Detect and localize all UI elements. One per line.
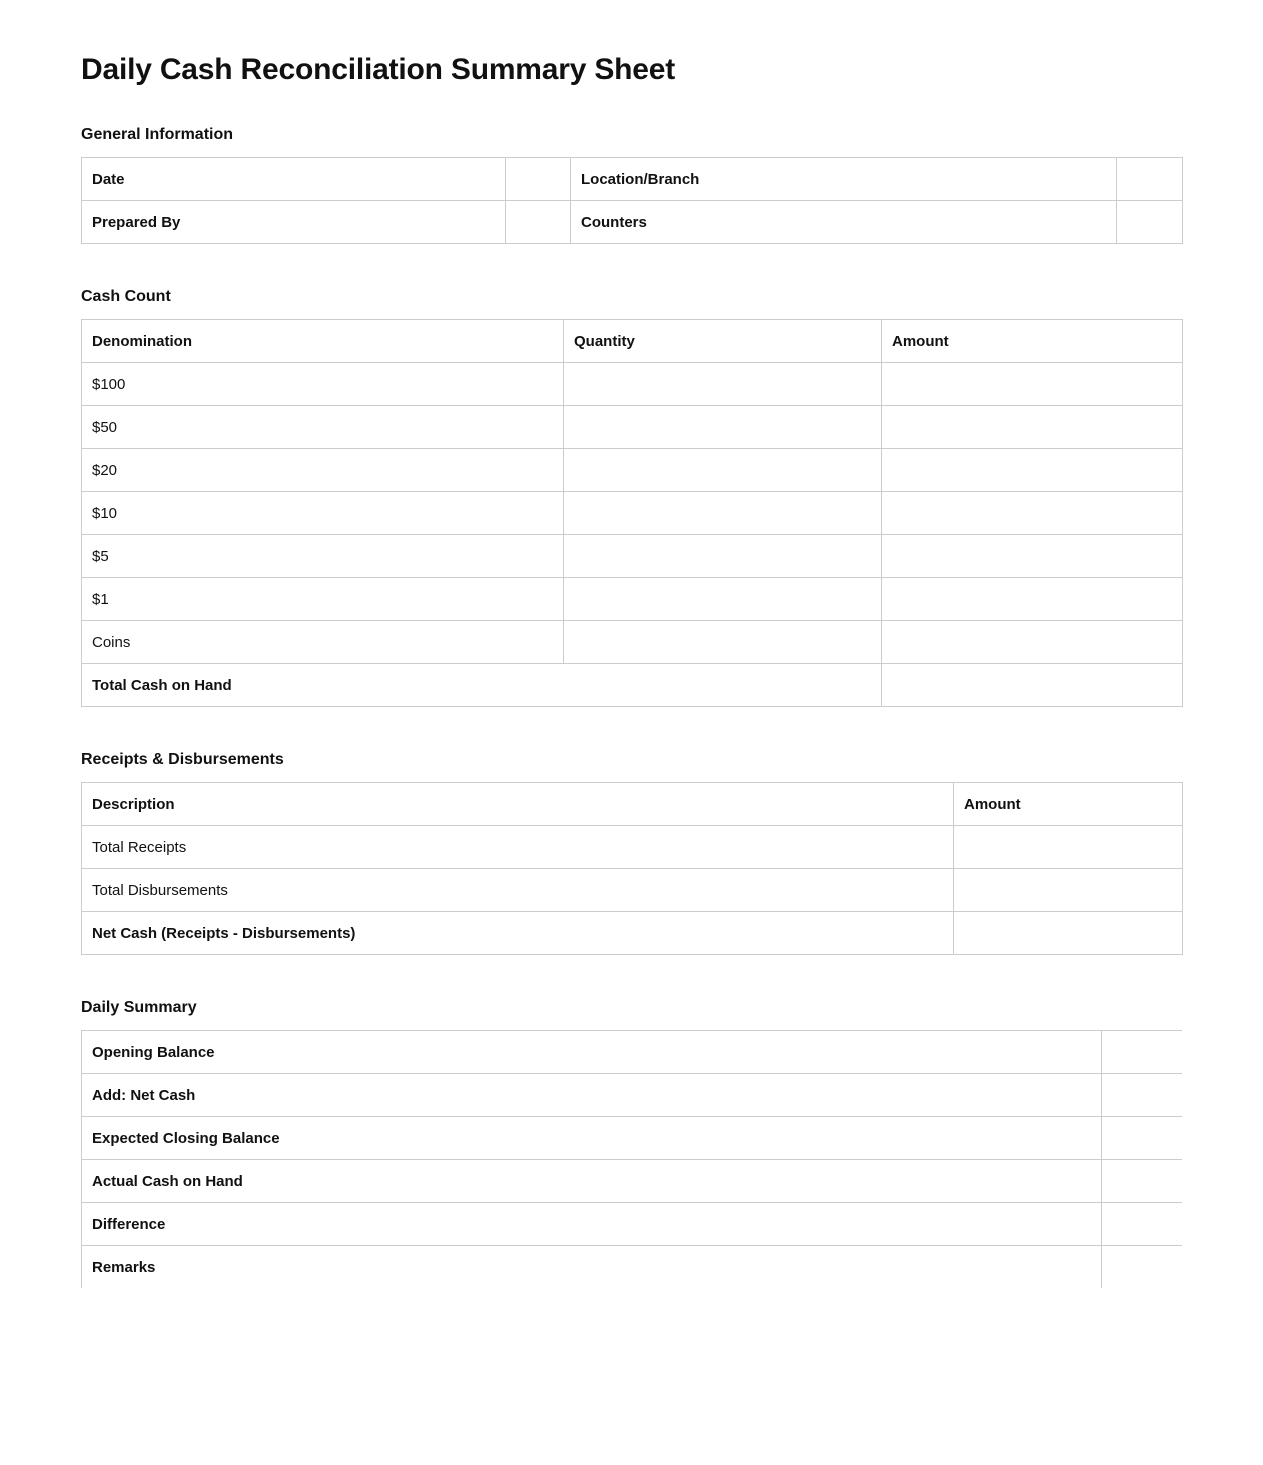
general-information-table [81, 157, 1183, 244]
daily-summary-label-opening-balance: Opening Balance [82, 1031, 1102, 1074]
table-row [82, 363, 1183, 406]
section-heading-receipts-disbursements: Receipts & Disbursements [81, 751, 284, 768]
cash-count-amount-input[interactable] [882, 449, 1183, 492]
general-info-value-counters[interactable] [1117, 201, 1183, 244]
cash-count-quantity-input[interactable] [564, 535, 882, 578]
daily-summary-label-add-net-cash: Add: Net Cash [82, 1074, 1102, 1117]
general-info-label-prepared-by: Prepared By [82, 201, 506, 244]
receipts-amount-input[interactable] [954, 869, 1183, 912]
daily-summary-label-actual-cash-on-hand: Actual Cash on Hand [82, 1160, 1102, 1203]
daily-summary-value-add-net-cash[interactable] [1102, 1074, 1183, 1117]
cash-count-amount-input[interactable] [882, 492, 1183, 535]
receipts-column-description: Description [82, 783, 954, 826]
section-heading-daily-summary: Daily Summary [81, 999, 197, 1016]
general-info-label-counters: Counters [571, 201, 1117, 244]
section-receipts-disbursements [81, 751, 1182, 955]
cash-count-quantity-input[interactable] [564, 492, 882, 535]
table-row [82, 621, 1183, 664]
table-row [82, 1246, 1183, 1289]
table-row [82, 578, 1183, 621]
general-info-value-date[interactable] [506, 158, 571, 201]
cash-count-column-amount: Amount [882, 320, 1183, 363]
cash-count-total-label: Total Cash on Hand [82, 664, 882, 707]
table-row [82, 1031, 1183, 1074]
daily-summary-value-opening-balance[interactable] [1102, 1031, 1183, 1074]
cash-count-denomination: $100 [82, 363, 564, 406]
daily-summary-value-remarks[interactable] [1102, 1246, 1183, 1289]
receipts-net-cash-label: Net Cash (Receipts - Disbursements) [82, 912, 954, 955]
table-row [82, 1203, 1183, 1246]
cash-count-amount-input[interactable] [882, 535, 1183, 578]
table-row [82, 201, 1183, 244]
general-info-label-location-branch: Location/Branch [571, 158, 1117, 201]
section-heading-cash-count: Cash Count [81, 288, 171, 305]
cash-count-total-amount-input[interactable] [882, 664, 1183, 707]
cash-count-denomination: $50 [82, 406, 564, 449]
cash-count-quantity-input[interactable] [564, 363, 882, 406]
daily-summary-label-remarks: Remarks [82, 1246, 1102, 1289]
cash-count-quantity-input[interactable] [564, 578, 882, 621]
receipts-disbursements-table [81, 782, 1183, 955]
receipts-description: Total Disbursements [82, 869, 954, 912]
general-info-value-prepared-by[interactable] [506, 201, 571, 244]
receipts-amount-input[interactable] [954, 826, 1183, 869]
cash-count-amount-input[interactable] [882, 363, 1183, 406]
table-header-row [82, 783, 1183, 826]
cash-count-quantity-input[interactable] [564, 621, 882, 664]
section-cash-count [81, 288, 1182, 707]
cash-count-denomination: $5 [82, 535, 564, 578]
general-info-label-date: Date [82, 158, 506, 201]
receipts-description: Total Receipts [82, 826, 954, 869]
section-heading-general-information: General Information [81, 126, 234, 143]
daily-summary-clip [81, 1030, 1182, 1288]
table-total-row [82, 912, 1183, 955]
daily-summary-label-expected-closing-balance: Expected Closing Balance [82, 1117, 1102, 1160]
daily-summary-value-difference[interactable] [1102, 1203, 1183, 1246]
table-header-row [82, 320, 1183, 363]
daily-summary-value-actual-cash-on-hand[interactable] [1102, 1160, 1183, 1203]
table-row [82, 1074, 1183, 1117]
cash-count-quantity-input[interactable] [564, 406, 882, 449]
table-row [82, 535, 1183, 578]
daily-summary-table [81, 1030, 1182, 1288]
general-info-value-location-branch[interactable] [1117, 158, 1183, 201]
cash-count-amount-input[interactable] [882, 621, 1183, 664]
cash-count-denomination: Coins [82, 621, 564, 664]
cash-count-column-quantity: Quantity [564, 320, 882, 363]
cash-count-denomination: $20 [82, 449, 564, 492]
table-row [82, 406, 1183, 449]
cash-count-table [81, 319, 1183, 707]
table-row [82, 158, 1183, 201]
receipts-net-cash-amount-input[interactable] [954, 912, 1183, 955]
cash-count-column-denomination: Denomination [82, 320, 564, 363]
section-daily-summary [81, 999, 1182, 1288]
cash-count-denomination: $10 [82, 492, 564, 535]
table-total-row [82, 664, 1183, 707]
receipts-column-amount: Amount [954, 783, 1183, 826]
table-row [82, 826, 1183, 869]
cash-count-amount-input[interactable] [882, 578, 1183, 621]
daily-summary-label-difference: Difference [82, 1203, 1102, 1246]
table-row [82, 1117, 1183, 1160]
table-row [82, 869, 1183, 912]
table-row [82, 1160, 1183, 1203]
cash-count-denomination: $1 [82, 578, 564, 621]
section-general-information [81, 126, 1182, 244]
table-row [82, 449, 1183, 492]
page-title: Daily Cash Reconciliation Summary Sheet [81, 53, 676, 86]
cash-count-amount-input[interactable] [882, 406, 1183, 449]
table-row [82, 492, 1183, 535]
daily-summary-value-expected-closing-balance[interactable] [1102, 1117, 1183, 1160]
cash-count-quantity-input[interactable] [564, 449, 882, 492]
